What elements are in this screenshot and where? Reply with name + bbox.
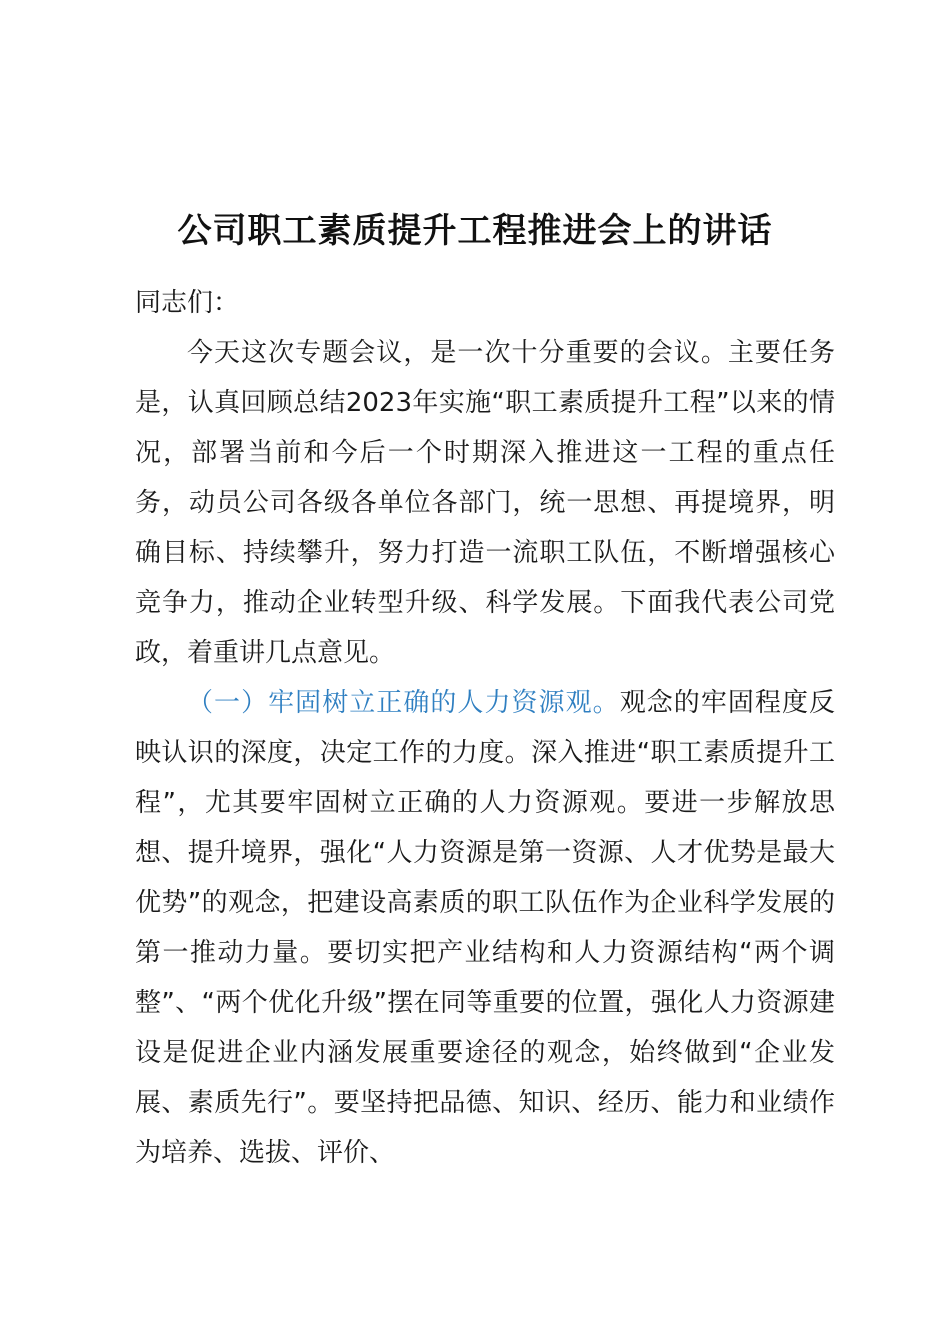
section-heading: （一）牢固树立正确的人力资源观。 [187,688,620,718]
paragraph-intro: 今天这次专题会议，是一次十分重要的会议。主要任务是，认真回顾总结2023年实施“职工素质提升工程”以来的情况，部署当前和今后一个时期深入推进这一工程的重点任务，动员公司各级各单位各部门，统一思想、再提境界，明确目标、持续攀升，努力打造一流职工队伍，不断增强核心竞争力，推动企业转型升级、科学发展。下面我代表公司党政，着重讲几点意见。 [135,338,835,668]
document-body [135,278,835,1178]
salutation: 同志们： [135,288,240,318]
paragraph-section-1 [135,678,835,1178]
section-body: 观念的牢固程度反映认识的深度，决定工作的力度。深入推进“职工素质提升工程”，尤其要牢固树立正确的人力资源观。要进一步解放思想、提升境界，强化“人力资源是第一资源、人才优势是最大优势”的观念，把建设高素质的职工队伍作为企业科学发展的第一推动力量。要切实把产业结构和人力资源结构“两个调整”、“两个优化升级”摆在同等重要的位置，强化人力资源建设是促进企业内涵发展重要途径的观念，始终做到“企业发展、素质先行”。要坚持把品德、知识、经历、能力和业绩作为培养、选拔、评价、 [135,688,835,1168]
document-title: 公司职工素质提升工程推进会上的讲话 [177,211,773,251]
